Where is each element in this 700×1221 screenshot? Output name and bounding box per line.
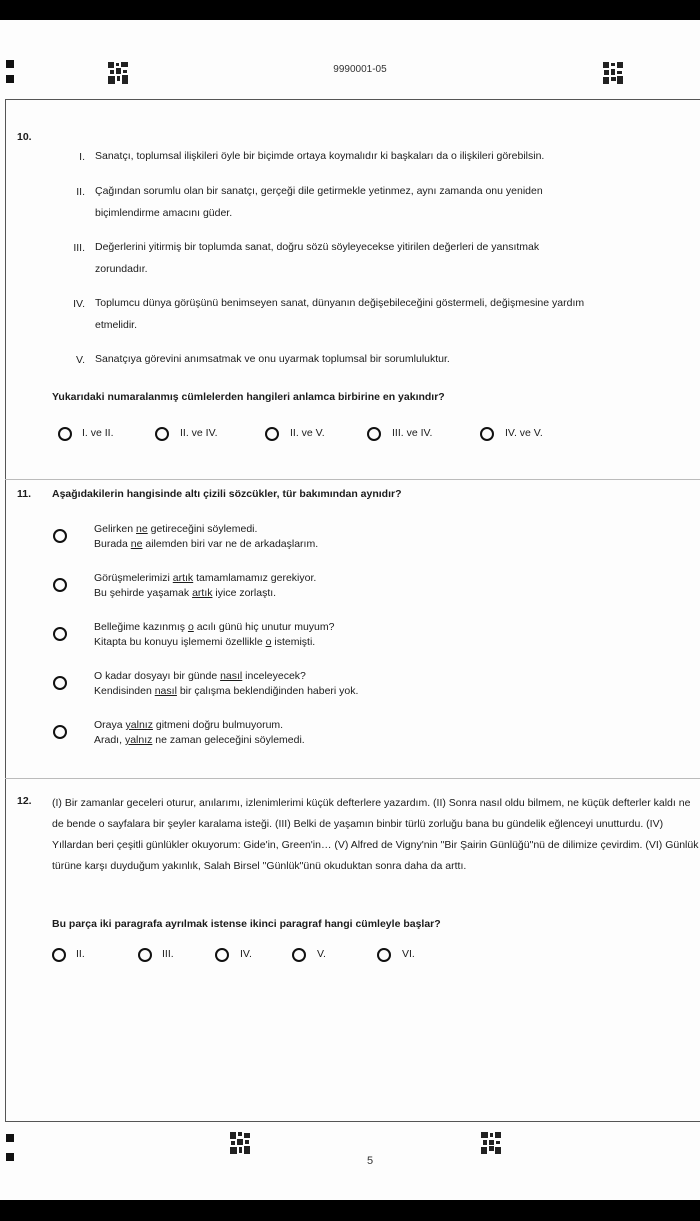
statement-roman: II.	[76, 186, 85, 198]
question-number: 11.	[17, 488, 32, 500]
top-black-bar	[0, 0, 700, 20]
statement-line: etmelidir.	[95, 319, 138, 331]
option-line-2: Bu şehirde yaşamak artık iyice zorlaştı.	[94, 587, 277, 599]
question-prompt: Bu parça iki paragrafa ayrılmak istense ikinci paragraf hangi cümleyle başlar?	[52, 918, 441, 930]
option-line-2: Burada ne ailemden biri var ne de arkadaşlarım.	[94, 538, 319, 550]
underlined-word: ne	[130, 538, 143, 550]
question-separator	[5, 778, 700, 779]
underlined-word: yalnız	[125, 719, 153, 731]
registration-mark	[6, 60, 14, 68]
answer-option-label: III.	[162, 948, 174, 960]
answer-option-radio[interactable]	[480, 427, 494, 441]
underlined-word: artık	[172, 572, 194, 584]
underlined-word: nasıl	[220, 670, 243, 682]
question-separator	[5, 479, 700, 480]
registration-mark	[6, 1134, 14, 1142]
answer-option-label: II. ve IV.	[180, 427, 218, 439]
option-line-1: O kadar dosyayı bir günde nasıl inceleyecek?	[94, 670, 306, 682]
qr-code-icon	[481, 1132, 501, 1154]
answer-option-label: V.	[317, 948, 326, 960]
statement-line: Sanatçıya görevini anımsatmak ve onu uyarmak toplumsal bir sorumluluktur.	[95, 353, 450, 365]
statement-roman: V.	[76, 354, 85, 366]
reading-passage: (I) Bir zamanlar geceleri oturur, anılarımı, izlenimlerimi küçük defterlere yazardım. (II) Sonra nasıl oldu bilmem, ne küçük defterler kaldı ne de bende o sayfalara bir şeyler karalama isteği. (III) Belki de yaşamın binbir türlü zorluğu bana bu gündelik eğlenceyi unutturdu. (IV) Yıllardan beri çeşitli günlükler okuyorum: Gide'in, Green'in… (V) Alfred de Vigny'nin "Bir Şairin Günlüğü"nü de dilimize çevirdim. (VI) Günlük türüne karşı duyduğum yakınlık, Salah Birsel "Günlük"ünü okuduktan sonra daha da arttı.	[52, 797, 699, 872]
question-prompt: Aşağıdakilerin hangisinde altı çizili sözcükler, tür bakımından aynıdır?	[52, 488, 402, 500]
statement-line: Çağından sorumlu olan bir sanatçı, gerçeği dile getirmekle yetinmez, aynı zamanda onu yeniden	[95, 185, 543, 197]
answer-option-radio[interactable]	[53, 529, 67, 543]
answer-option-text	[94, 718, 305, 748]
answer-option-label: VI.	[402, 948, 415, 960]
bottom-black-bar	[0, 1200, 700, 1221]
answer-option-radio[interactable]	[292, 948, 306, 962]
statement-line: zorundadır.	[95, 263, 148, 275]
option-line-2: Kendisinden nasıl bir çalışma beklendiğinden haberi yok.	[94, 685, 359, 697]
answer-option-radio[interactable]	[265, 427, 279, 441]
answer-option-radio[interactable]	[53, 676, 67, 690]
option-line-2: Aradı, yalnız ne zaman geleceğini söylemedi.	[94, 734, 305, 746]
statement-line: Değerlerini yitirmiş bir toplumda sanat, doğru sözü söyleyecekse yitirilen değerleri de yansıtmak	[95, 241, 540, 253]
document-code: 9990001-05	[333, 64, 387, 75]
answer-option-radio[interactable]	[367, 427, 381, 441]
answer-option-label: II.	[76, 948, 85, 960]
question-prompt: Yukarıdaki numaralanmış cümlelerden hangileri anlamca birbirine en yakındır?	[52, 391, 445, 403]
answer-option-label: III. ve IV.	[392, 427, 433, 439]
answer-option-radio[interactable]	[52, 948, 66, 962]
statement-roman: I.	[79, 151, 85, 163]
answer-option-text	[94, 522, 318, 552]
option-line-1: Belleğime kazınmış o acılı günü hiç unutur muyum?	[94, 621, 335, 633]
answer-option-label: I. ve II.	[82, 427, 114, 439]
statement-line: biçimlendirme amacını güder.	[95, 207, 233, 219]
qr-code-icon	[230, 1132, 250, 1154]
statement-line: Sanatçı, toplumsal ilişkileri öyle bir biçimde ortaya koymalıdır ki başkaları da o ilişkileri görebilsin.	[95, 150, 545, 162]
answer-option-radio[interactable]	[53, 725, 67, 739]
question-number: 10.	[17, 131, 32, 143]
statement-roman: IV.	[73, 298, 85, 310]
answer-option-text	[94, 620, 334, 650]
answer-option-text	[94, 571, 316, 601]
answer-option-radio[interactable]	[53, 578, 67, 592]
answer-option-radio[interactable]	[138, 948, 152, 962]
qr-code-icon	[603, 62, 623, 84]
answer-option-radio[interactable]	[155, 427, 169, 441]
answer-option-radio[interactable]	[53, 627, 67, 641]
underlined-word: nasıl	[154, 685, 177, 697]
statement-line: Toplumcu dünya görüşünü benimseyen sanat, dünyanın değişebileceğini göstermeli, değişmesine yardım	[95, 297, 585, 309]
registration-mark	[6, 75, 14, 83]
option-line-1: Gelirken ne getireceğini söylemedi.	[94, 523, 258, 535]
question-number: 12.	[17, 795, 32, 807]
page-number: 5	[366, 1155, 374, 1167]
option-line-2: Kitapta bu konuyu işlememi özellikle o istemişti.	[94, 636, 316, 648]
underlined-word: yalnız	[124, 734, 153, 746]
underlined-word: o	[265, 636, 272, 648]
statement-roman: III.	[73, 242, 85, 254]
underlined-word: ne	[136, 523, 148, 535]
answer-option-radio[interactable]	[58, 427, 72, 441]
option-line-1: Görüşmelerimizi artık tamamlamamız gerekiyor.	[94, 572, 317, 584]
option-line-1: Oraya yalnız gitmeni doğru bulmuyorum.	[94, 719, 284, 731]
underlined-word: artık	[192, 587, 213, 599]
answer-option-radio[interactable]	[377, 948, 391, 962]
qr-code-icon	[108, 62, 128, 84]
registration-mark	[6, 1153, 14, 1161]
underlined-word: o	[187, 621, 194, 633]
answer-option-label: IV.	[240, 948, 252, 960]
answer-option-text	[94, 669, 358, 699]
answer-option-radio[interactable]	[215, 948, 229, 962]
answer-option-label: IV. ve V.	[505, 427, 543, 439]
answer-option-label: II. ve V.	[290, 427, 325, 439]
